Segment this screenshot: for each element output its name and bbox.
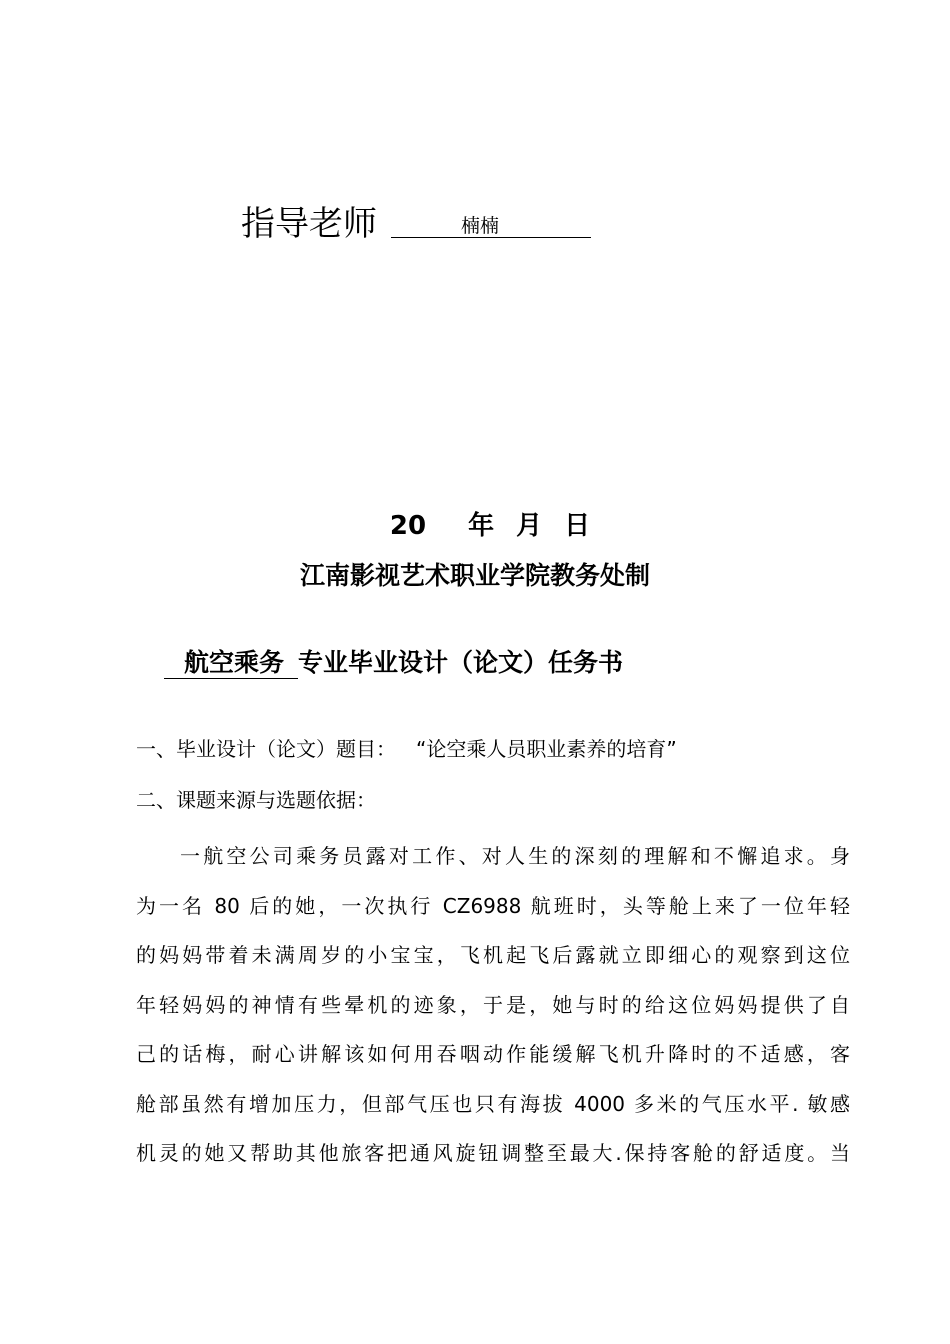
date-line	[0, 508, 950, 544]
body-line: 一航空公司乘务员露对工作、对人生的深刻的理解和不懈追求。身	[180, 844, 850, 868]
body-line: 机灵的她又帮助其他旅客把通风旋钮调整至最大.保持客舱的舒适度。当	[136, 1141, 850, 1165]
body-line: 的妈妈带着未满周岁的小宝宝，飞机起飞后露就立即细心的观察到这位	[136, 943, 850, 967]
advisor-row	[241, 198, 591, 246]
advisor-label: 指导老师	[241, 204, 377, 244]
body-line: 舱部虽然有增加压力，但部气压也只有海拔 4000 多米的气压水平. 敏感	[136, 1091, 850, 1116]
advisor-underline	[391, 201, 591, 238]
date-day: 日	[564, 511, 591, 541]
task-book-title	[164, 645, 623, 681]
date-month: 月	[516, 511, 543, 541]
body-line: 己的话梅，耐心讲解该如何用吞咽动作能缓解飞机升降时的不适感，客	[136, 1042, 850, 1066]
issuer-line: 江南影视艺术职业学院教务处制	[299, 561, 650, 590]
section-source: 二、课题来源与选题依据：	[136, 788, 376, 812]
topic-label: 一、毕业设计（论文）题目：	[136, 737, 396, 761]
task-title-rest: 专业毕业设计（论文）任务书	[298, 648, 624, 677]
body-line: 年轻妈妈的神情有些晕机的迹象，于是，她与时的给这位妈妈提供了自	[136, 992, 850, 1017]
task-major: 航空乘务	[164, 647, 298, 679]
body-paragraph	[136, 832, 850, 1179]
date-year-prefix: 20	[389, 511, 427, 541]
section-topic	[136, 735, 677, 763]
topic-value: “论空乘人员职业素养的培育”	[416, 737, 677, 761]
date-year: 年	[468, 511, 495, 541]
advisor-name: 楠楠	[461, 215, 500, 237]
body-line: 为一名 80 后的她，一次执行 CZ6988 航班时，头等舱上来了一位年轻	[136, 893, 850, 918]
